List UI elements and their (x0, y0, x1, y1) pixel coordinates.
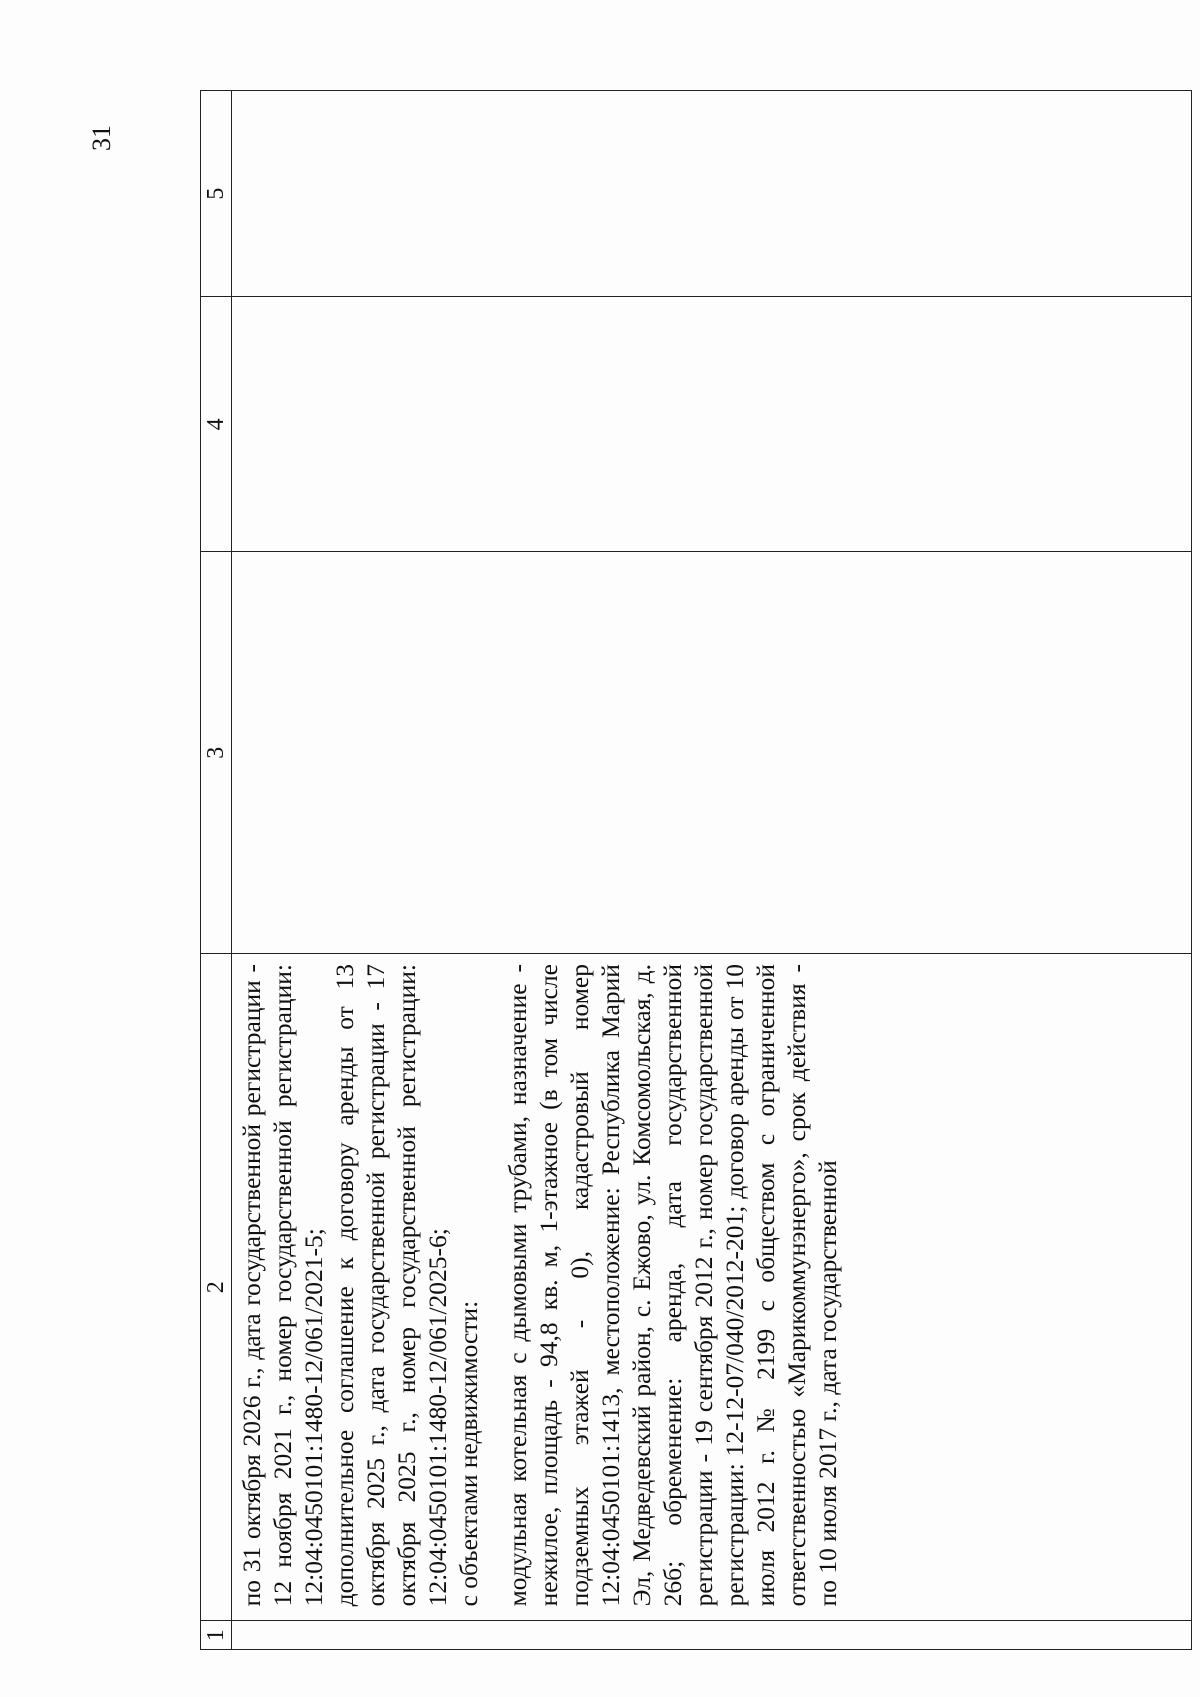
paragraph-with-objects: с объектами недвижимости: (454, 1300, 483, 1607)
column-header-4: 4 (201, 297, 232, 552)
cell-col-1 (232, 1621, 1192, 1650)
column-header-1: 1 (201, 1621, 232, 1650)
cell-col-3 (232, 552, 1192, 954)
paragraph-boiler-house: модульная котельная с дымовыми трубами, назначение - нежилое, площадь - 94,8 кв. м, 1-этажное (в том числе подземных этажей - 0), кадастровый номер 12:04:0450101:1413, местоположение: Республика Марий Эл, Медведевский район, с. Ежово, ул. Комсомольская, д. 26б; обременение: аренда, дата государственной регистрации - 19 сентября 2012 г., номер государственной регистрации: 12-12-07/040/2012-201; договор аренды от 10 июля 2012 г. № 2199 с обществом с ограниченной ответственностью «Марикоммунэнерго», срок действия - по 10 июля 2017 г., дата государственной (503, 964, 842, 1607)
cell-col-2 (232, 954, 1192, 1621)
rotated-table-container (200, 90, 1200, 1650)
column-header-5: 5 (201, 91, 232, 297)
table-header-row (201, 91, 232, 1650)
cell-col-5 (232, 91, 1192, 297)
paragraph-lease-term: по 31 октября 2026 г., дата государственной регистрации - 12 ноября 2021 г., номер государственной регистрации: 12:04:0450101:1480-12/061/2021-5; (237, 964, 328, 1607)
cell-col-4 (232, 297, 1192, 552)
column-header-3: 3 (201, 552, 232, 954)
page-number: 31 (87, 125, 116, 151)
column-header-2: 2 (201, 954, 232, 1621)
property-table (200, 90, 1192, 1650)
table-row (232, 91, 1192, 1650)
paragraph-supplementary-agreement: дополнительное соглашение к договору аренды от 13 октября 2025 г., дата государственной регистрации - 17 октября 2025 г., номер государственной регистрации: 12:04:0450101:1480-12/061/2025-6; (330, 964, 452, 1607)
